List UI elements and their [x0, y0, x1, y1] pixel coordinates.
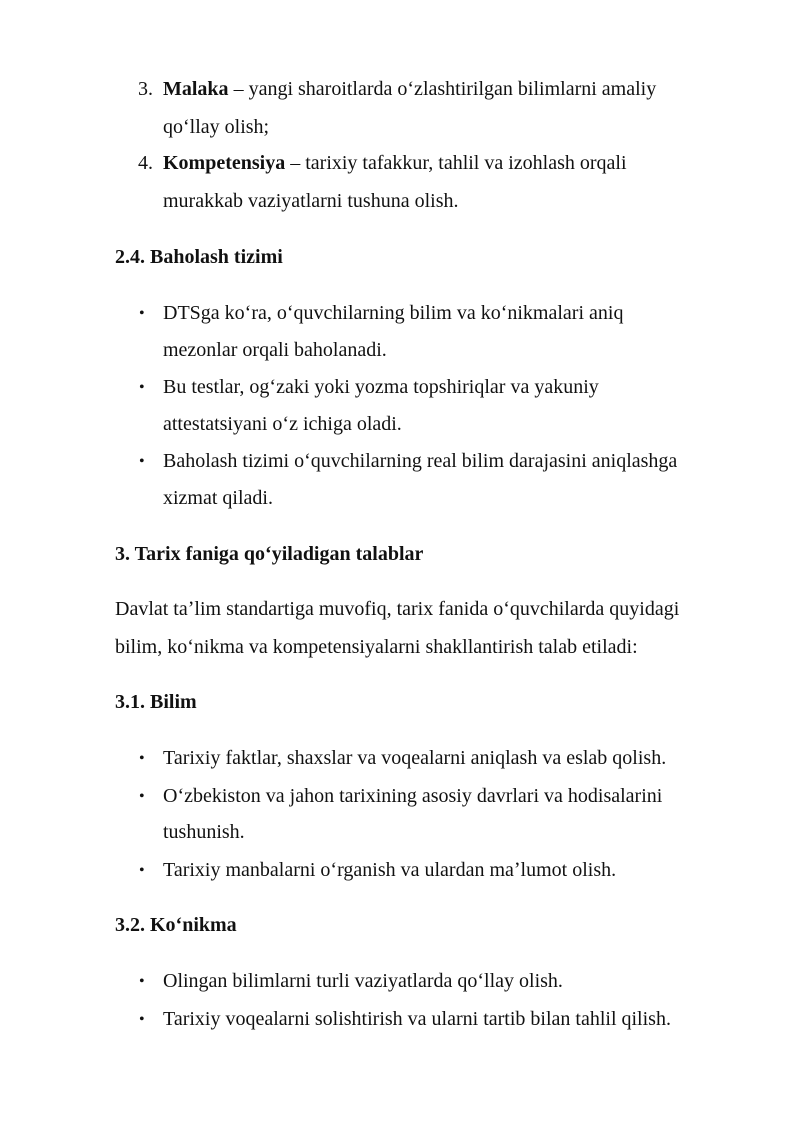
paragraph-line: Davlat taʼlim standartiga muvofiq, tarix fanida oʻquvchilarda quyidagi — [115, 598, 680, 620]
bullet-marker: • — [139, 453, 145, 470]
bullet-text: Tarixiy voqealarni solishtirish va ularni tartib bilan tahlil qilish. — [163, 1008, 671, 1030]
bullet-marker: • — [139, 305, 145, 322]
bullet-marker: • — [139, 973, 145, 990]
bullet-marker: • — [139, 750, 145, 767]
bullet-text-cont: attestatsiyani oʻz ichiga oladi. — [163, 413, 402, 435]
paragraph-line: bilim, koʻnikma va kompetensiyalarni shakllantirish talab etiladi: — [115, 636, 638, 658]
section-heading: 3.2. Koʻnikma — [115, 914, 237, 936]
bullet-text: Olingan bilimlarni turli vaziyatlarda qoʻllay olish. — [163, 970, 563, 992]
bullet-text: Oʻzbekiston va jahon tarixining asosiy davrlari va hodisalarini — [163, 785, 663, 807]
bullet-text: Tarixiy faktlar, shaxslar va voqealarni aniqlash va eslab qolish. — [163, 747, 667, 769]
numbered-item-line — [163, 77, 656, 101]
bullet-text-cont: tushunish. — [163, 821, 245, 843]
bullet-text: Tarixiy manbalarni oʻrganish va ulardan maʼlumot olish. — [163, 859, 617, 881]
bullet-text: DTSga koʻra, oʻquvchilarning bilim va koʻnikmalari aniq — [163, 302, 624, 324]
bullet-text-cont: mezonlar orqali baholanadi. — [163, 339, 387, 361]
bullet-marker: • — [139, 379, 145, 396]
list-number: 4. — [138, 152, 153, 174]
section-heading: 2.4. Baholash tizimi — [115, 246, 283, 268]
bullet-marker: • — [139, 862, 145, 879]
section-heading: 3.1. Bilim — [115, 691, 197, 713]
definition: – tarixiy tafakkur, tahlil va izohlash orqali — [285, 152, 627, 174]
definition: – yangi sharoitlarda oʻzlashtirilgan bilimlarni amaliy — [228, 78, 657, 100]
section-heading: 3. Tarix faniga qoʻyiladigan talablar — [115, 543, 424, 565]
numbered-item-cont: murakkab vaziyatlarni tushuna olish. — [163, 190, 459, 212]
term: Malaka — [163, 78, 229, 100]
list-number: 3. — [138, 78, 153, 100]
bullet-text: Baholash tizimi oʻquvchilarning real bilim darajasini aniqlashga — [163, 450, 678, 472]
term: Kompetensiya — [163, 152, 286, 174]
numbered-item-cont: qoʻllay olish; — [163, 116, 270, 138]
bullet-marker: • — [139, 1011, 145, 1028]
bullet-text-cont: xizmat qiladi. — [163, 487, 273, 509]
bullet-text: Bu testlar, ogʻzaki yoki yozma topshiriqlar va yakuniy — [163, 376, 599, 398]
numbered-item-line — [163, 151, 627, 175]
bullet-marker: • — [139, 788, 145, 805]
